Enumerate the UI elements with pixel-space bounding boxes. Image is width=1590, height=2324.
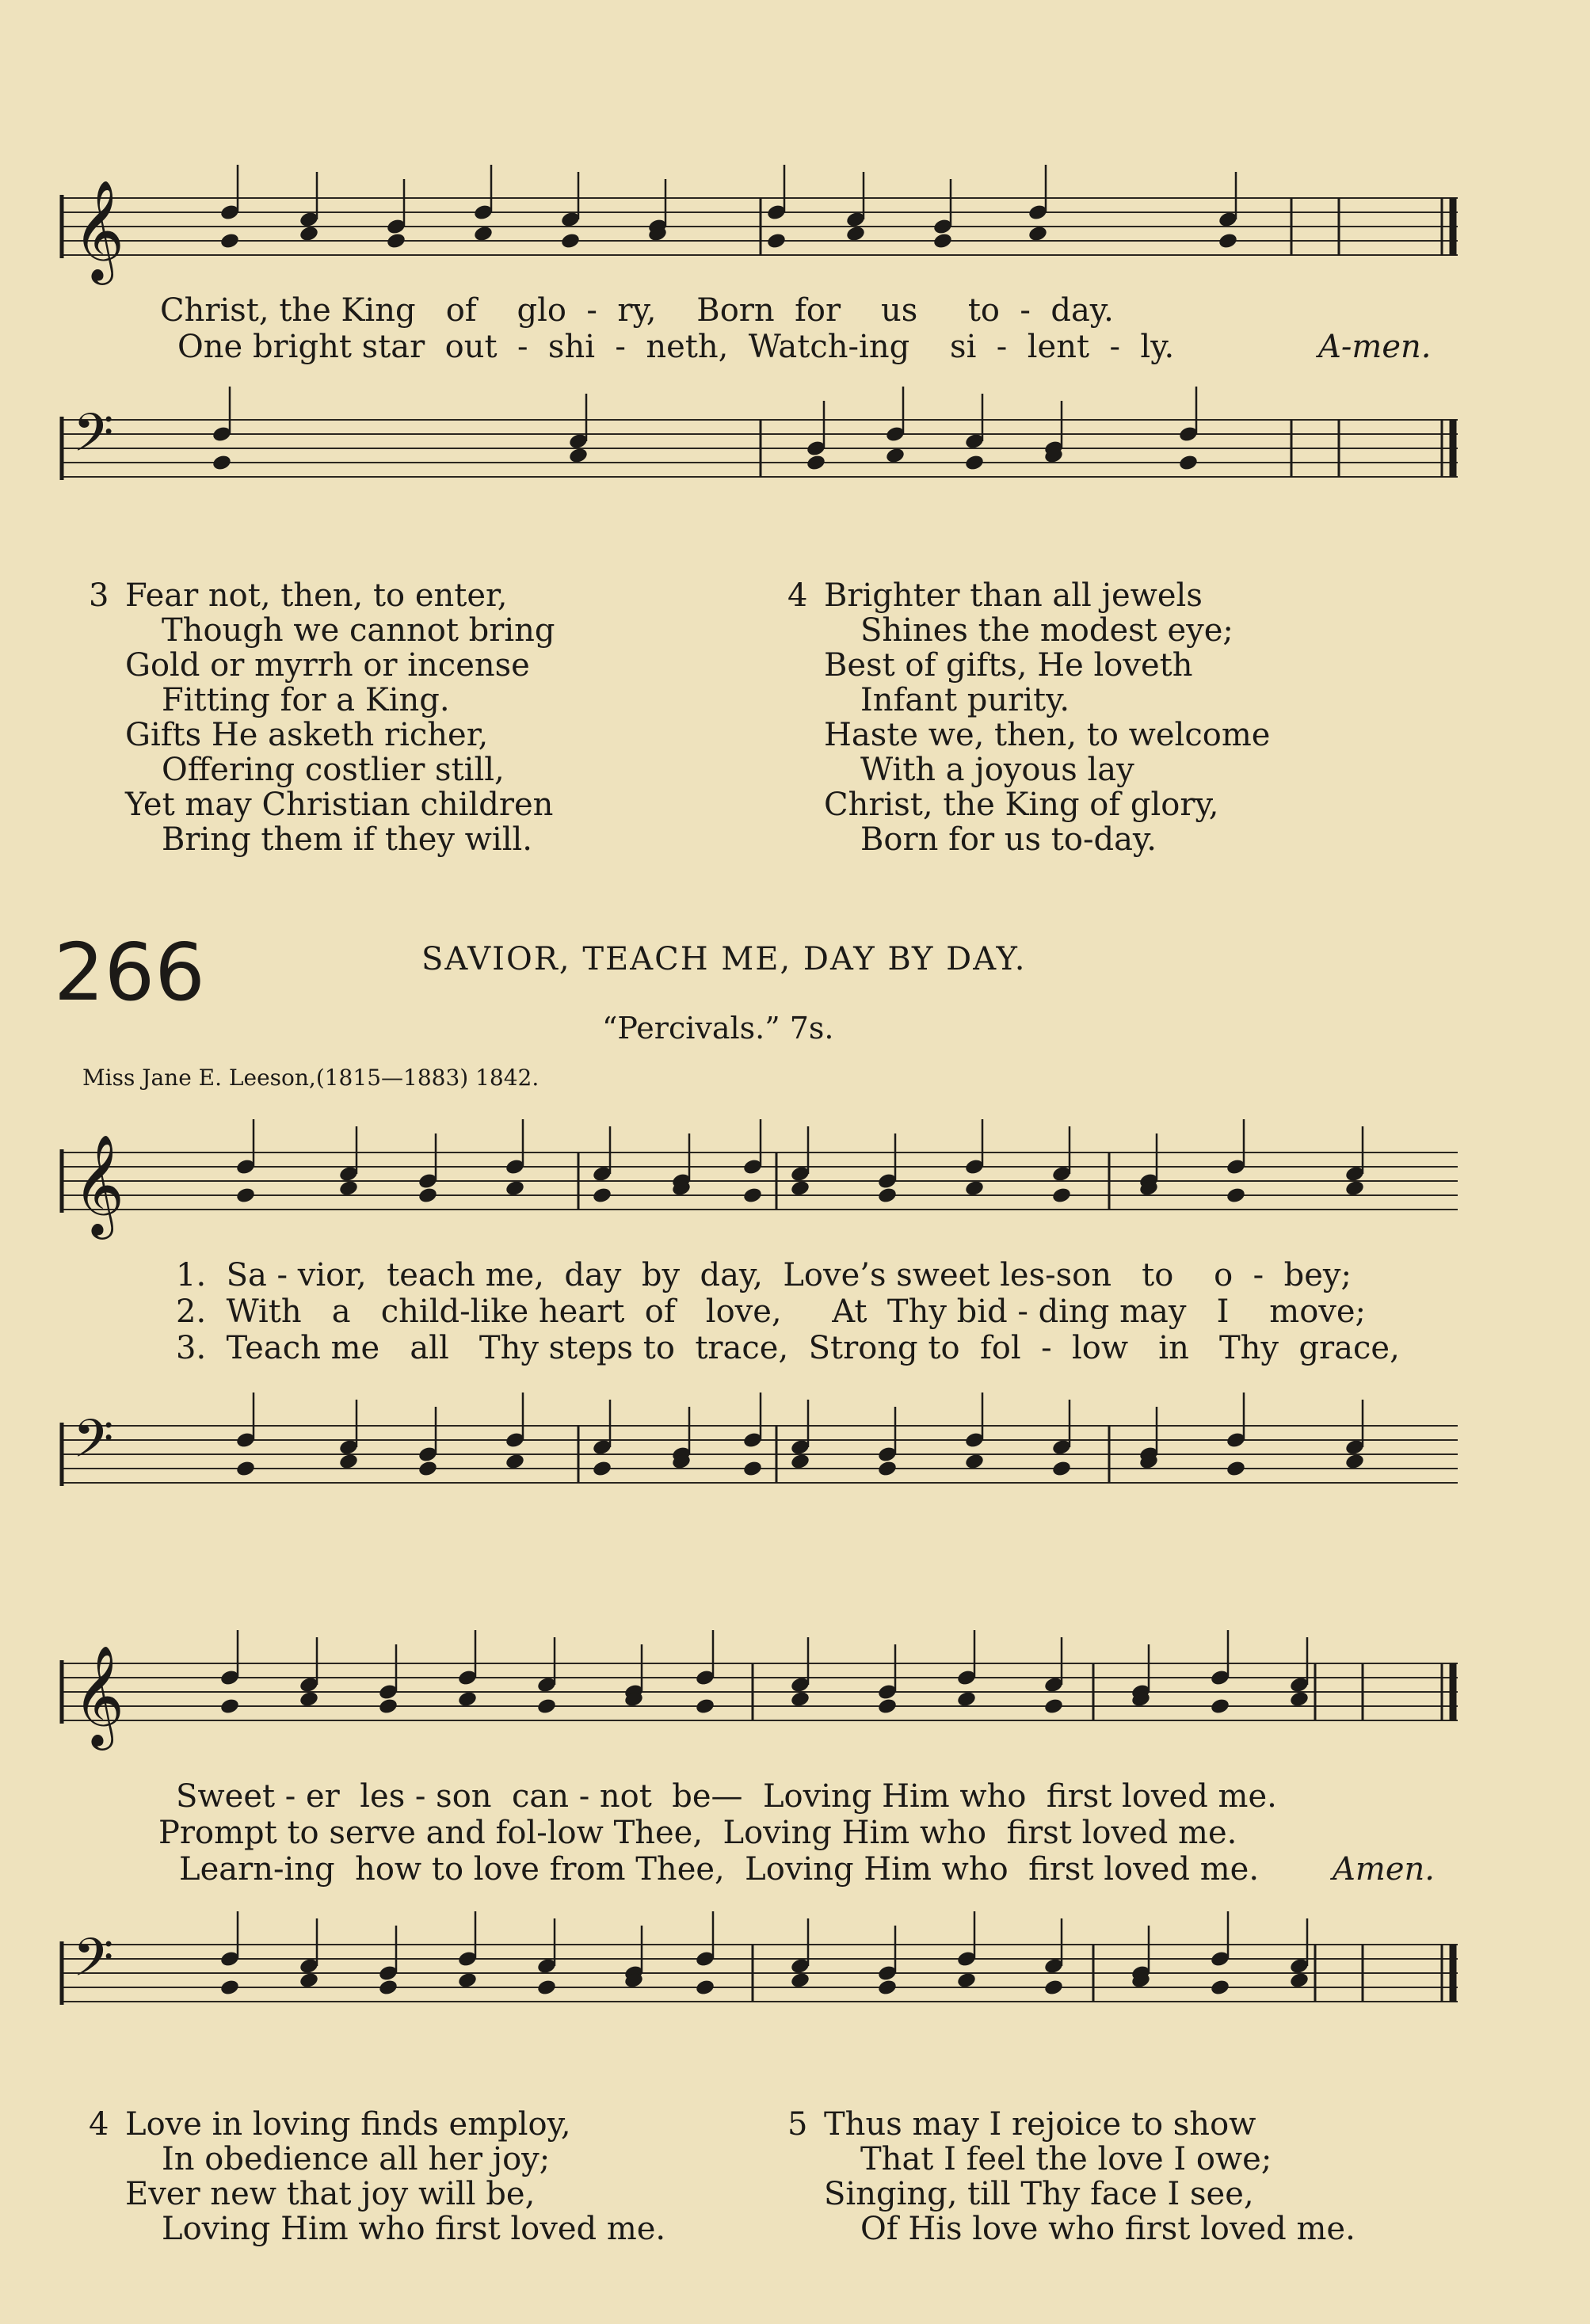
hymn-number: 266 [54,926,205,1019]
treble-staff-266-2 [55,1616,1466,1782]
note-head [1043,1979,1064,1997]
note-head [235,1460,256,1478]
note-head [338,1179,359,1198]
note-head [457,1972,478,1990]
note-head [877,1460,898,1478]
note-head [212,454,232,472]
note-head [1218,232,1238,250]
hymn-266-amen: Amen. [1333,1851,1435,1888]
note-head [1289,1972,1310,1990]
verse-line: That I feel the love I owe; [860,2141,1272,2177]
note-head [1344,1453,1365,1471]
bass-staff-266-2 [55,1889,1466,2079]
note-head [299,225,319,243]
note-head [219,1979,240,1997]
note-head [219,1697,240,1716]
note-head [877,1697,898,1716]
note-head [790,1179,810,1198]
verse-line: 4 Love in loving finds employ, [89,2106,571,2143]
note-head [1344,1179,1365,1198]
author-credit: Miss Jane E. Leeson,(1815—1883) 1842. [82,1065,540,1091]
verse-line: Ever new that joy will be, [125,2176,536,2212]
verse-line: Loving Him who first loved me. [162,2211,666,2247]
lyric-line-2: One bright star out - shi - neth, Watch-ing si - lent - ly. [177,329,1175,365]
note-head [378,1697,398,1716]
note-head [964,1179,985,1198]
verse-line: Offering costlier still, [162,752,505,788]
tune-name: “Percivals.” 7s. [602,1011,834,1046]
note-head [505,1179,525,1198]
verse-line: 5 Thus may I rejoice to show [787,2106,1256,2143]
note-head [418,1460,438,1478]
note-head [695,1697,715,1716]
hymn-266-lyric-1: 1. Sa - vior, teach me, day by day, Love’s sweet les-son to o - bey; [176,1257,1352,1293]
note-head [766,232,787,250]
verse-266-5 [787,2107,1356,2246]
verse-number: 3 [89,577,109,614]
note-head [1051,1187,1072,1205]
note-head [219,232,240,250]
verse-line: Bring them if they will. [162,821,533,858]
verse-line: Gifts He asketh richer, [125,717,489,753]
note-head [536,1979,557,1997]
verse-line: Born for us to-day. [860,821,1157,858]
note-head [378,1979,398,1997]
verse-line: Though we cannot bring [162,612,555,649]
treble-staff-top [55,150,1466,301]
note-head [560,232,581,250]
note-head [806,454,826,472]
treble-clef: 𝄞 [73,1133,125,1235]
verse-line: 4 Brighter than all jewels [787,577,1203,614]
verse-line: Fitting for a King. [162,682,450,718]
bass-clef: 𝄢 [73,1408,114,1482]
note-head [742,1460,763,1478]
verse-266-4 [89,2107,665,2246]
treble-clef: 𝄞 [73,179,125,280]
note-head [790,1690,810,1709]
note-head [845,225,866,243]
note-head [457,1690,478,1709]
verse-3 [89,578,555,857]
note-head [1226,1187,1246,1205]
hymn-266-lyric-3: 3. Teach me all Thy steps to trace, Strong to fol - low in Thy grace, [176,1330,1400,1366]
amen-label: A-men. [1318,329,1432,365]
verse-line: With a joyous lay [860,752,1134,788]
lyric-line-1: Christ, the King of glo - ry, Born for us to - day. [160,292,1114,329]
note-head [299,1690,319,1709]
verse-number: 5 [787,2106,808,2143]
note-head [964,454,985,472]
note-head [473,225,494,243]
hymn-266-lyric-2: 2. With a child-like heart of love, At Thy bid - ding may I move; [176,1293,1367,1330]
note-head [568,447,589,465]
verse-line: Best of gifts, He loveth [824,647,1193,684]
verse-line: Haste we, then, to welcome [824,717,1271,753]
hymn-title: SAVIOR, TEACH ME, DAY BY DAY. [421,941,1027,977]
verse-line: Infant purity. [860,682,1070,718]
note-head [956,1690,977,1709]
note-head [877,1187,898,1205]
verse-line: Shines the modest eye; [860,612,1233,649]
note-head [1178,454,1199,472]
hymn-266-lyric-4: Sweet - er les - son can - not be— Loving Him who first loved me. [176,1778,1277,1815]
treble-clef: 𝄞 [73,1644,125,1746]
verse-line: Gold or myrrh or incense [125,647,530,684]
note-head [1226,1460,1246,1478]
note-head [1289,1690,1310,1709]
verse-line: In obedience all her joy; [162,2141,551,2177]
note-head [505,1453,525,1471]
note-head [1043,1697,1064,1716]
treble-staff-266-1 [55,1105,1466,1259]
verse-line: Yet may Christian children [125,787,554,823]
verse-line: Singing, till Thy face I see, [824,2176,1254,2212]
note-head [592,1187,612,1205]
note-head [1028,225,1048,243]
bass-staff-266-1 [55,1378,1466,1553]
verse-line: 3 Fear not, then, to enter, [89,577,508,614]
note-head [1210,1979,1230,1997]
note-head [790,1453,810,1471]
note-head [932,232,953,250]
note-head [877,1979,898,1997]
note-head [592,1460,612,1478]
note-head [790,1972,810,1990]
note-head [1051,1460,1072,1478]
note-head [964,1453,985,1471]
note-head [418,1187,438,1205]
note-head [299,1972,319,1990]
note-head [536,1697,557,1716]
bass-clef: 𝄢 [73,402,114,476]
note-head [956,1972,977,1990]
verse-line: Of His love who first loved me. [860,2211,1356,2247]
note-head [386,232,406,250]
note-head [695,1979,715,1997]
verse-4 [787,578,1270,857]
note-head [742,1187,763,1205]
note-head [235,1187,256,1205]
verse-number: 4 [787,577,808,614]
verse-line: Christ, the King of glory, [824,787,1219,823]
verse-number: 4 [89,2106,109,2143]
hymn-266-lyric-5: Prompt to serve and fol-low Thee, Loving Him who first loved me. [158,1815,1237,1851]
bass-clef: 𝄢 [73,1927,114,2001]
note-head [1210,1697,1230,1716]
note-head [885,447,906,465]
hymn-266-lyric-6: Learn-ing how to love from Thee, Loving Him who first loved me. [179,1851,1260,1888]
note-head [338,1453,359,1471]
bass-staff-top [55,364,1466,547]
